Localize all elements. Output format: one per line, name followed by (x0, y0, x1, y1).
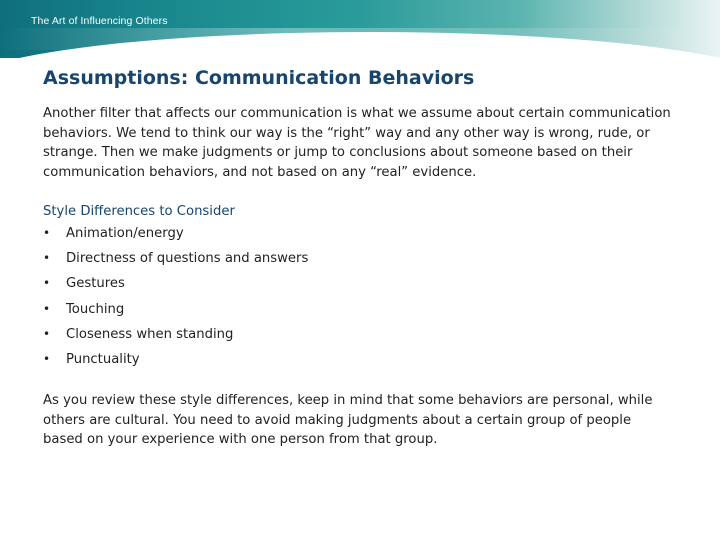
section-heading: Style Differences to Consider (43, 204, 235, 219)
list-item-label: Touching (66, 301, 125, 317)
list-item-label: Gestures (66, 276, 125, 292)
bullet-icon: • (43, 301, 51, 316)
bullet-icon: • (43, 351, 51, 366)
closing-paragraph: As you review these style differences, keep in mind that some behaviors are personal, while others are cultural. You need to avoid making judgments about a certain group of people based on your experience with one person from that group. (43, 393, 653, 448)
list-item (43, 325, 673, 350)
list-item (43, 249, 673, 274)
banner-title: The Art of Influencing Others (31, 15, 168, 27)
bullet-icon: • (43, 251, 51, 266)
list-item-label: Punctuality (66, 351, 140, 367)
bullet-icon: • (43, 326, 51, 341)
list-item-label: Animation/energy (66, 226, 184, 241)
bullet-icon: • (43, 226, 51, 240)
style-differences-list (43, 224, 673, 375)
list-item (43, 350, 673, 375)
list-item (43, 300, 673, 325)
page-title: Assumptions: Communication Behaviors (43, 67, 475, 89)
list-item-label: Directness of questions and answers (66, 251, 309, 267)
slide-content (43, 66, 673, 450)
list-item (43, 224, 673, 249)
list-item-label: Closeness when standing (66, 326, 234, 342)
header-banner (0, 0, 720, 58)
intro-paragraph: Another filter that affects our communication is what we assume about certain communication behaviors. We tend to think our way is the “right” way and any other way is wrong, rude, or strange. Then we make judgments or jump to conclusions about someone based on their communication behaviors, and not based on any “real” evidence. (43, 106, 671, 180)
list-item (43, 274, 673, 299)
bullet-icon: • (43, 276, 51, 291)
